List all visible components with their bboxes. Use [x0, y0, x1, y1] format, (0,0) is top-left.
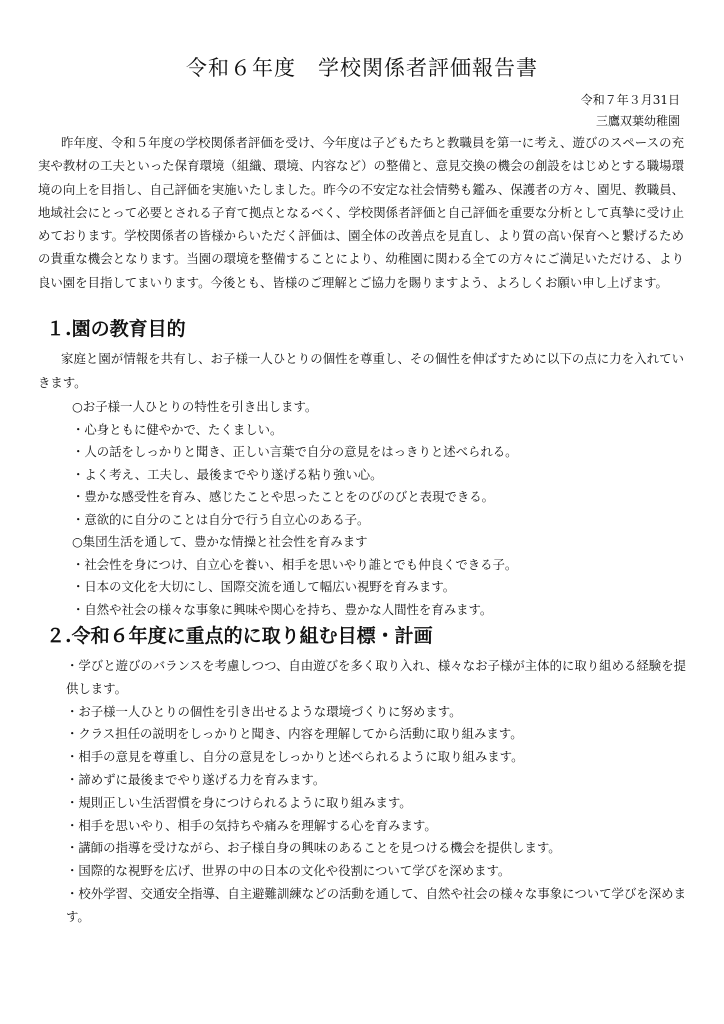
section1-list — [72, 396, 518, 621]
list-item: ・相手の意見を尊重し、自分の意見をしっかりと述べられるように取り組みます。 — [66, 749, 524, 765]
list-item: ・お子様一人ひとりの個性を引き出せるような環境づくりに努めます。 — [66, 703, 462, 719]
list-item: ・相手を思いやり、相手の気持ちや痛みを理解する心を育みます。 — [66, 817, 437, 833]
list-item: ・日本の文化を大切にし、国際交流を通して幅広い視野を育みます。 — [72, 579, 456, 594]
list-item: ・よく考え、工夫し、最後までやり遂げる粘り強い心。 — [72, 466, 383, 482]
section1-lead: 家庭と園が情報を共有し、お子様一人ひとりの個性を尊重し、その個性を伸ばすために以下の点に力を入れていきます。 — [38, 351, 684, 390]
section1-heading: １.園の教育目的 — [46, 318, 186, 340]
list-item: ・クラス担任の説明をしっかりと聞き、内容を理解してから活動に取り組みます。 — [66, 726, 523, 742]
list-item: ・国際的な視野を広げ、世界の中の日本の文化や役割について学びを深めます。 — [66, 863, 511, 879]
list-item: ○お子様一人ひとりの特性を引き出します。 — [72, 399, 318, 414]
list-item: ・豊かな感受性を育み、感じたことや思ったことをのびのびと表現できる。 — [72, 489, 495, 504]
organization-name: 三鷹双葉幼稚園 — [595, 114, 680, 128]
list-item: ・心身ともに健やかで、たくましい。 — [72, 421, 283, 437]
list-item: ・諦めずに最後までやり遂げる力を育みます。 — [66, 771, 326, 787]
section2-heading: ２.令和６年度に重点的に取り組む目標・計画 — [46, 625, 433, 647]
list-item: ・校外学習、交通安全指導、自主避難訓練などの活動を通して、自然や社会の様々な事象について学びを深めます。 — [66, 885, 686, 924]
list-item: ○集団生活を通して、豊かな情操と社会性を育みます — [72, 534, 368, 549]
document-title: 令和６年度 学校関係者評価報告書 — [186, 56, 538, 80]
list-item: ・意欲的に自分のことは自分で行う自立心のある子。 — [72, 511, 370, 527]
list-item: ・学びと遊びのバランスを考慮しつつ、自由遊びを多く取り入れ、様々なお子様が主体的に取り組める経験を提供します。 — [66, 658, 686, 696]
list-item: ・講師の指導を受けながら、お子様自身の興味のあることを見つける機会を提供します。 — [66, 840, 561, 856]
document-date: 令和７年３月31日 — [580, 93, 680, 107]
list-item: ・人の話をしっかりと聞き、正しい言葉で自分の意見をはっきりと述べられる。 — [72, 444, 518, 459]
intro-paragraph: 昨年度、令和５年度の学校関係者評価を受け、今年度は子どもたちと教職員を第一に考え、遊びのスペースの充実や教材の工夫といった保育環境（組織、環境、内容など）の整備と、意見交換の機会の創設をはじめとする職場環境の向上を目指し、自己評価を実施いたしました。昨今の不安定な社会情勢も鑑み、保護者の方々、園児、教職員、地域社会にとって必要とされる子育て拠点となるべく、学校関係者評価と自己評価を重要な分析として真摯に受け止めております。学校関係者の皆様からいただく評価は、園全体の改善点を見直し、より質の高い保育へと繋げるための貴重な機会となります。当園の環境を整備することにより、幼稚園に関わる全ての方々にご満足いただける、より良い園を目指してまいります。今後とも、皆様のご理解とご協力を賜りますよう、よろしくお願い申し上げます。 — [38, 135, 684, 290]
section2-list — [66, 655, 686, 929]
list-item: ・規則正しい生活習慣を身につけられるように取り組みます。 — [66, 794, 412, 810]
list-item: ・社会性を身につけ、自立心を養い、相手を思いやり誰とでも仲良くできる子。 — [72, 556, 518, 572]
list-item: ・自然や社会の様々な事象に興味や関心を持ち、豊かな人間性を育みます。 — [72, 601, 493, 617]
